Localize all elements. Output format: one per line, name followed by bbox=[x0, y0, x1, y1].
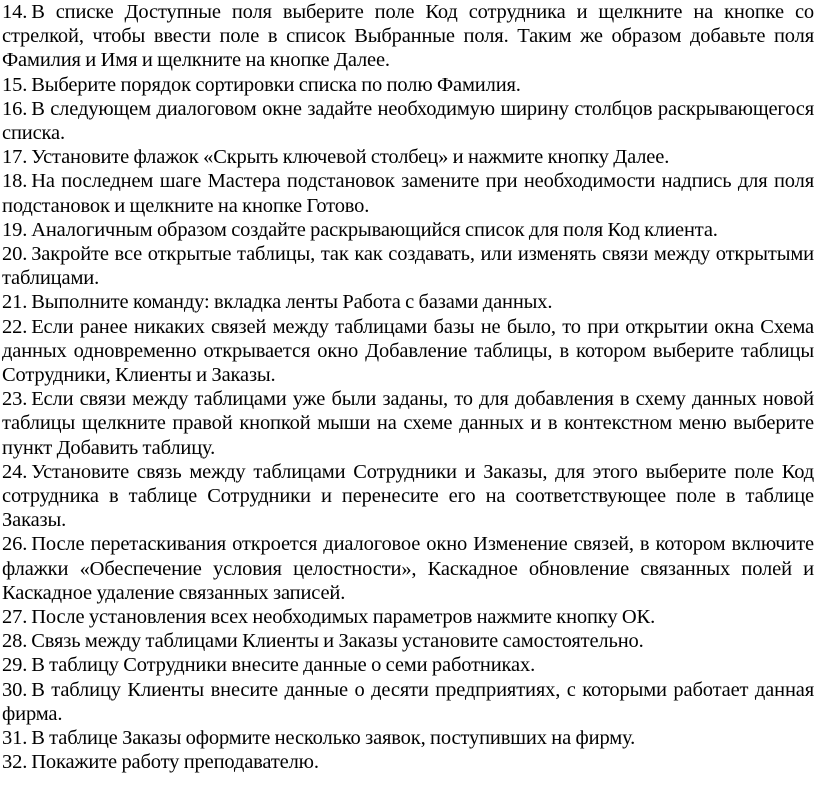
list-item bbox=[2, 290, 814, 314]
list-item bbox=[2, 532, 814, 605]
list-item bbox=[2, 605, 814, 629]
item-number: 24. bbox=[2, 460, 28, 483]
item-text: Связь между таблицами Клиенты и Заказы установите самостоятельно. bbox=[31, 630, 644, 653]
instruction-list bbox=[2, 0, 814, 775]
item-text: В списке Доступные поля выберите поле Код сотрудника и щелкните на кнопке со стрелкой, чтобы ввести поле в список Выбранные поля. Таким же образом добавьте поля Фамилия и Имя и щелкните на кнопке Далее. bbox=[2, 1, 814, 72]
item-text: В таблицу Сотрудники внесите данные о семи работниках. bbox=[31, 654, 536, 677]
item-number: 32. bbox=[2, 751, 28, 774]
list-item bbox=[2, 726, 814, 750]
item-text: На последнем шаге Мастера подстановок замените при необходимости надпись для поля подстановок и щелкните на кнопке Готово. bbox=[2, 170, 814, 217]
item-number: 15. bbox=[2, 73, 28, 96]
item-text: Установите связь между таблицами Сотрудники и Заказы, для этого выберите поле Код сотрудника в таблице Сотрудники и перенесите его на соответствующее поле в таблице Заказы. bbox=[2, 460, 814, 532]
list-item bbox=[2, 169, 814, 217]
list-item bbox=[2, 145, 814, 169]
list-item bbox=[2, 750, 814, 774]
item-number: 30. bbox=[2, 678, 28, 701]
list-item bbox=[2, 629, 814, 653]
item-number: 19. bbox=[2, 218, 28, 241]
list-item bbox=[2, 73, 814, 97]
item-number: 20. bbox=[2, 243, 28, 266]
item-text: После установления всех необходимых параметров нажмите кнопку ОК. bbox=[31, 606, 656, 629]
item-text: Если связи между таблицами уже были заданы, то для добавления в схему данных новой таблицы щелкните правой кнопкой мыши на схеме данных и в контекстном меню выберите пункт Добавить таблицу. bbox=[2, 388, 814, 459]
item-number: 28. bbox=[2, 630, 28, 653]
item-text: В таблицу Клиенты внесите данные о десяти предприятиях, с которыми работает данная фирма. bbox=[2, 678, 814, 725]
list-item bbox=[2, 242, 814, 290]
list-item bbox=[2, 0, 814, 73]
list-item bbox=[2, 218, 814, 242]
item-text: После перетаскивания откроется диалоговое окно Изменение связей, в котором включите флажки «Обеспечение условия целостности», Каскадное обновление связанных полей и Каскадное удаление связанных записей. bbox=[2, 533, 814, 604]
item-number: 21. bbox=[2, 291, 28, 314]
item-text: Выполните команду: вкладка ленты Работа с базами данных. bbox=[31, 291, 553, 314]
item-number: 18. bbox=[2, 170, 28, 193]
list-item bbox=[2, 315, 814, 388]
item-number: 27. bbox=[2, 606, 28, 629]
list-item bbox=[2, 387, 814, 460]
item-number: 23. bbox=[2, 388, 28, 411]
item-text: Покажите работу преподавателю. bbox=[31, 751, 319, 774]
item-number: 22. bbox=[2, 315, 28, 338]
list-item bbox=[2, 97, 814, 145]
item-text: В следующем диалоговом окне задайте необходимую ширину столбцов раскрывающегося списка. bbox=[2, 97, 814, 145]
item-number: 31. bbox=[2, 727, 28, 750]
item-text: Аналогичным образом создайте раскрывающийся список для поля Код клиента. bbox=[31, 218, 718, 241]
item-text: В таблице Заказы оформите несколько заявок, поступивших на фирму. bbox=[31, 727, 636, 750]
item-number: 14. bbox=[2, 1, 28, 23]
list-item bbox=[2, 460, 814, 533]
list-item bbox=[2, 678, 814, 726]
item-text: Выберите порядок сортировки списка по полю Фамилия. bbox=[31, 73, 521, 96]
item-number: 17. bbox=[2, 146, 28, 169]
item-text: Закройте все открытые таблицы, так как создавать, или изменять связи между открытыми таблицами. bbox=[2, 243, 814, 290]
item-number: 16. bbox=[2, 97, 28, 120]
item-number: 26. bbox=[2, 533, 28, 556]
item-number: 29. bbox=[2, 654, 28, 677]
item-text: Установите флажок «Скрыть ключевой столбец» и нажмите кнопку Далее. bbox=[31, 146, 670, 169]
item-text: Если ранее никаких связей между таблицами базы не было, то при открытии окна Схема данных одновременно открывается окно Добавление таблицы, в котором выберите таблицы Сотрудники, Клиенты и Заказы. bbox=[2, 315, 814, 387]
list-item bbox=[2, 653, 814, 677]
